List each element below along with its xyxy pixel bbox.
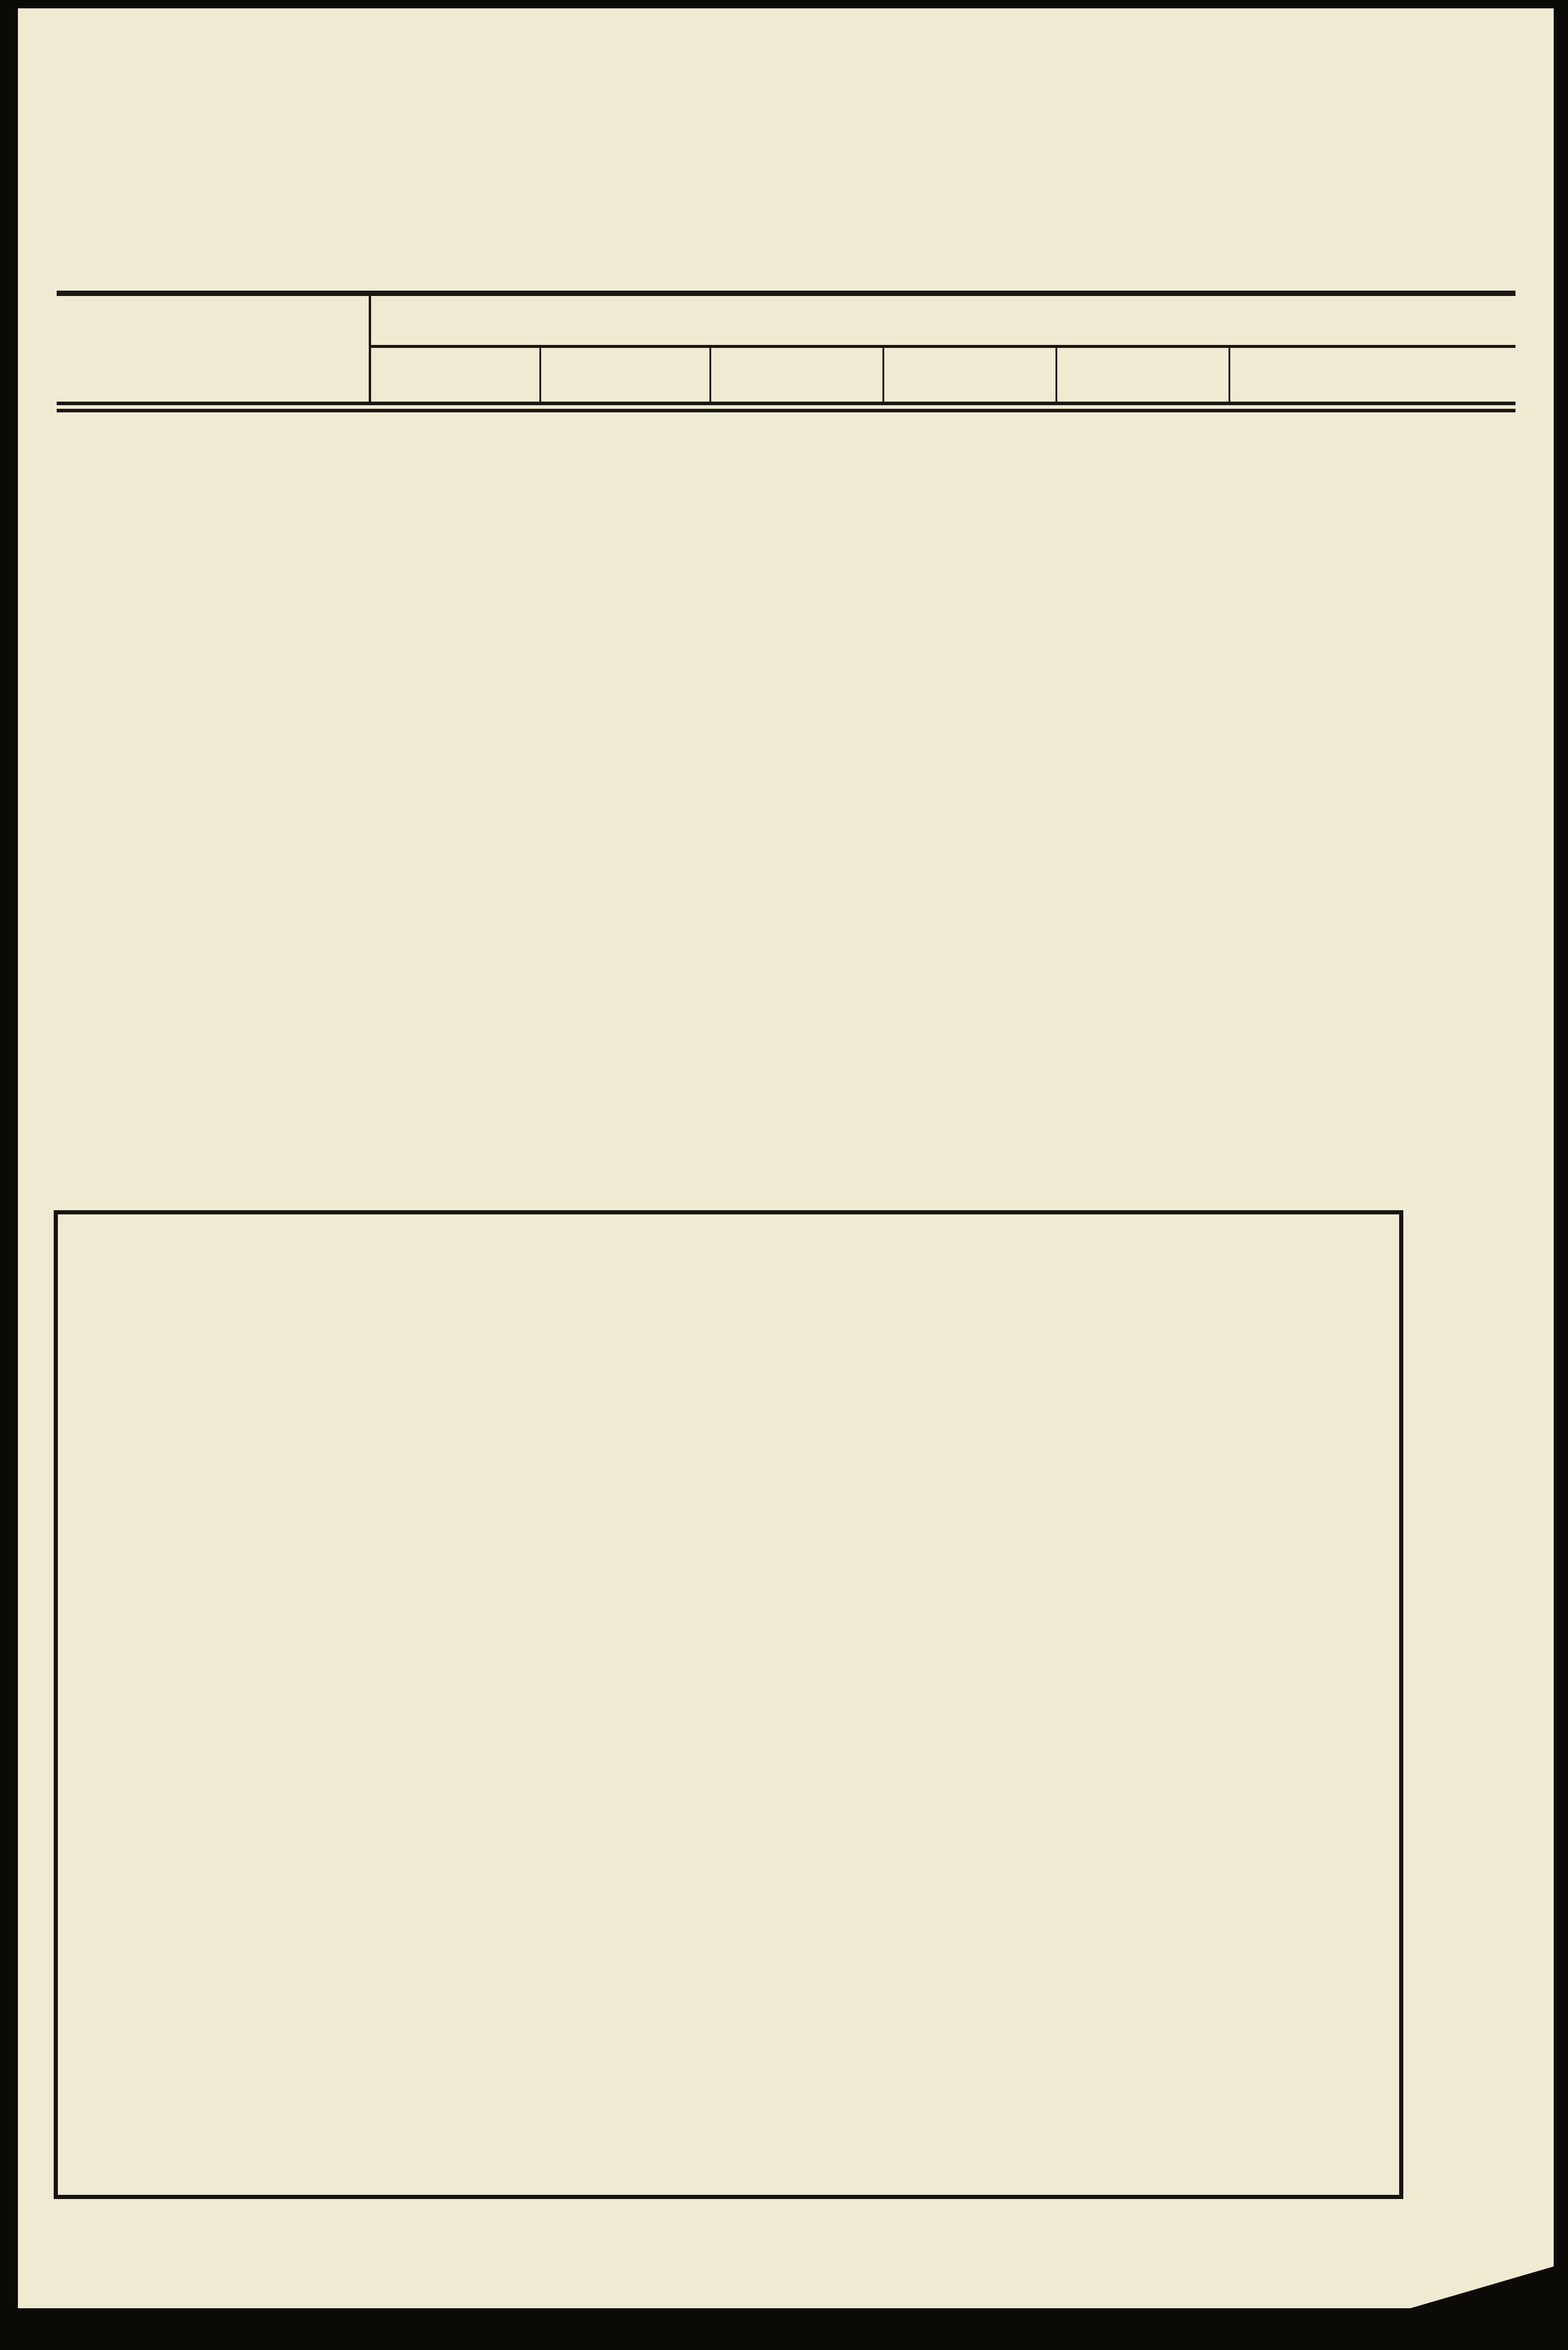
chart-svg	[58, 1214, 1399, 2195]
overview-table	[57, 291, 1515, 412]
row-header	[57, 294, 370, 408]
chart-figure	[54, 1210, 1403, 2199]
col-header-b	[710, 347, 883, 408]
col-header-a	[540, 347, 710, 408]
span-header	[370, 294, 1515, 347]
col-header-a1	[370, 347, 540, 408]
col-header-d	[1056, 347, 1229, 408]
col-header-zusammen	[1229, 347, 1515, 408]
table-header	[57, 294, 1515, 408]
col-header-c	[883, 347, 1056, 408]
